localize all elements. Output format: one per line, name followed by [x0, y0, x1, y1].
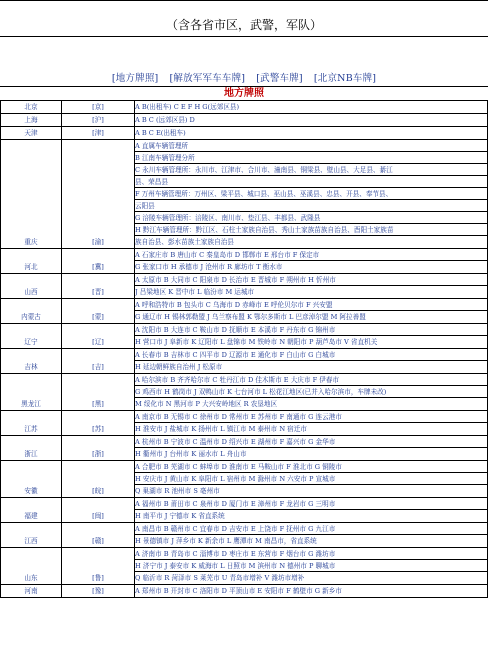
province-abbr: [皖] [62, 461, 135, 498]
province-detail [135, 585, 488, 598]
province-detail [135, 114, 488, 127]
province-detail [135, 498, 488, 523]
detail-line: H 衢州市 J 台州市 K 丽水市 L 舟山市 [135, 450, 247, 458]
province-detail [135, 436, 488, 461]
province-abbr: [苏] [62, 411, 135, 436]
province-name: 辽宁 [1, 324, 62, 349]
province-row [1, 498, 488, 523]
province-abbr: [吉] [62, 349, 135, 374]
province-row [1, 349, 488, 374]
province-detail [135, 324, 488, 349]
province-row [1, 436, 488, 461]
province-name: 山西 [1, 274, 62, 299]
province-row [1, 324, 488, 349]
detail-line: A B C (远郊区县) D [135, 116, 195, 124]
category-military-plates[interactable]: [解放军军车车牌] [169, 73, 246, 84]
detail-line: G 涪陵车辆管理所：涪陵区、南川市、垫江县、丰都县、武隆县 [135, 212, 487, 224]
top-border [0, 0, 488, 1]
province-abbr: [鲁] [62, 548, 135, 585]
province-detail [135, 461, 488, 498]
detail-line: H 营口市 J 阜新市 K 辽阳市 L 盘锦市 M 铁岭市 N 朝阳市 P 葫芦岛市 V 省直机关 [135, 338, 378, 346]
province-row [1, 523, 488, 548]
province-name: 吉林 [1, 349, 62, 374]
province-abbr: [蒙] [62, 299, 135, 324]
detail-line: A 石家庄市 B 唐山市 C 秦皇岛市 D 邯郸市 E 邢台市 F 保定市 [135, 249, 487, 261]
province-row [1, 548, 488, 585]
province-name: 福建 [1, 498, 62, 523]
detail-line: A B(出租车) C E F H G(远郊区县) [135, 103, 240, 111]
province-abbr: [浙] [62, 436, 135, 461]
detail-line: A 呼和浩特市 B 包头市 C 乌海市 D 赤峰市 E 呼伦贝尔市 F 兴安盟 [135, 299, 487, 311]
detail-line: A B C E(出租车) [135, 129, 186, 137]
detail-line: H 南平市 J 宁德市 K 省直系统 [135, 512, 225, 520]
province-abbr: [渝] [62, 140, 135, 249]
province-row [1, 585, 488, 598]
province-name: 上海 [1, 114, 62, 127]
detail-line: A 直属车辆管理所 [135, 140, 487, 152]
province-name: 河北 [1, 249, 62, 274]
province-name: 天津 [1, 127, 62, 140]
detail-line: J 吕梁地区 K 晋中市 L 临汾市 M 运城市 [135, 288, 255, 296]
province-detail [135, 374, 488, 411]
detail-line: A 合肥市 B 芜湖市 C 蚌埠市 D 淮南市 E 马鞍山市 F 淮北市 G 铜陵市 [135, 461, 487, 473]
detail-line: Q 巢湖市 R 池州市 S 亳州市 [135, 487, 220, 495]
plate-table [0, 100, 488, 598]
province-detail [135, 299, 488, 324]
detail-line: 族自治县、彭水苗族土家族自治县 [135, 238, 234, 246]
province-row [1, 274, 488, 299]
province-name: 江苏 [1, 411, 62, 436]
province-abbr: [赣] [62, 523, 135, 548]
province-row [1, 127, 488, 140]
province-abbr: [京] [62, 101, 135, 114]
detail-line: H 淮安市 J 盐城市 K 扬州市 L 镇江市 M 泰州市 N 宿迁市 [135, 425, 307, 433]
province-detail [135, 548, 488, 585]
province-abbr: [辽] [62, 324, 135, 349]
province-name: 山东 [1, 548, 62, 585]
detail-line: H 延边朝鲜族自治州 J 松原市 [135, 363, 223, 371]
province-detail [135, 274, 488, 299]
detail-line: H 安庆市 J 黄山市 K 阜阳市 L 宿州市 M 滁州市 N 六安市 P 宣城市 [135, 473, 487, 485]
category-bar [0, 70, 488, 84]
province-abbr: [闽] [62, 498, 135, 523]
province-detail [135, 140, 488, 249]
detail-line: G 鸡西市 H 鹤岗市 J 双鸭山市 K 七台河市 L 松花江地区(已并入哈尔滨市，车牌未改) [135, 386, 487, 398]
detail-line: A 沈阳市 B 大连市 C 鞍山市 D 抚顺市 E 本溪市 F 丹东市 G 锦州市 [135, 324, 487, 336]
detail-line: G 通辽市 H 锡林郭勒盟 J 乌兰察布盟 K 鄂尔多斯市 L 巴彦淖尔盟 M 阿拉善盟 [135, 313, 366, 321]
detail-line: 县、荣昌县 [135, 176, 487, 188]
category-local-plates[interactable]: [地方牌照] [111, 73, 159, 84]
category-armed-police-plates[interactable]: [武警车牌] [256, 73, 303, 84]
province-row [1, 114, 488, 127]
detail-line: H 景德镇市 J 萍乡市 K 新余市 L 鹰潭市 M 南昌市，省直系统 [135, 537, 317, 545]
province-row [1, 411, 488, 436]
province-name: 安徽 [1, 461, 62, 498]
province-detail [135, 349, 488, 374]
detail-line: A 济南市 B 青岛市 C 淄博市 D 枣庄市 E 东营市 F 烟台市 G 潍坊市 [135, 548, 487, 560]
title-divider [0, 36, 488, 37]
province-abbr: [晋] [62, 274, 135, 299]
province-name: 北京 [1, 101, 62, 114]
province-name: 浙江 [1, 436, 62, 461]
detail-line: A 太原市 B 大同市 C 阳泉市 D 长治市 E 晋城市 F 朔州市 H 忻州市 [135, 274, 487, 286]
detail-line: A 福州市 B 莆田市 C 泉州市 D 厦门市 E 漳州市 F 龙岩市 G 三明市 [135, 498, 487, 510]
province-name: 江西 [1, 523, 62, 548]
detail-line: A 哈尔滨市 B 齐齐哈尔市 C 牡丹江市 D 佳木斯市 E 大庆市 F 伊春市 [135, 374, 487, 386]
province-name: 重庆 [1, 140, 62, 249]
province-abbr: [黑] [62, 374, 135, 411]
province-row [1, 249, 488, 274]
detail-line: A 郑州市 B 开封市 C 洛阳市 D 平顶山市 E 安阳市 F 鹤壁市 G 新乡市 [135, 587, 342, 595]
province-row [1, 299, 488, 324]
detail-line: 云阳县 [135, 200, 487, 212]
detail-line: A 长春市 B 吉林市 C 四平市 D 辽源市 E 通化市 F 白山市 G 白城市 [135, 349, 487, 361]
detail-line: A 南昌市 B 赣州市 C 宜春市 D 吉安市 E 上饶市 F 抚州市 G 九江市 [135, 523, 487, 535]
detail-line: H 黔江车辆管理所：黔江区、石柱土家族自治县、秀山土家族苗族自治县、酉阳土家族苗 [135, 224, 487, 236]
province-abbr: [津] [62, 127, 135, 140]
detail-line: A 南京市 B 无锡市 C 徐州市 D 常州市 E 苏州市 F 南通市 G 连云港市 [135, 411, 487, 423]
section-heading: 地方牌照 [224, 88, 264, 99]
detail-line: F 万州车辆管理所：万州区、梁平县、城口县、巫山县、巫溪县、忠县、开县、奉节县、 [135, 188, 487, 200]
province-row [1, 461, 488, 498]
province-row [1, 140, 488, 249]
detail-line: G 张家口市 H 承德市 J 沧州市 R 廊坊市 T 衡水市 [135, 263, 283, 271]
province-detail [135, 249, 488, 274]
province-abbr: [豫] [62, 585, 135, 598]
province-detail [135, 523, 488, 548]
detail-line: Q 临沂市 R 菏泽市 S 莱芜市 U 青岛市增补 V 潍坊市增补 [135, 574, 305, 582]
province-abbr: [冀] [62, 249, 135, 274]
detail-line: H 济宁市 J 泰安市 K 威海市 L 日照市 M 滨州市 N 德州市 P 聊城市 [135, 560, 487, 572]
detail-line: A 杭州市 B 宁波市 C 温州市 D 绍兴市 E 湖州市 F 嘉兴市 G 金华市 [135, 436, 487, 448]
province-row [1, 101, 488, 114]
detail-line: B 江南车辆管理分所 [135, 152, 487, 164]
province-name: 河南 [1, 585, 62, 598]
page-title: （含各省市区，武警，军队） [165, 18, 322, 32]
detail-line: M 绥化市 N 黑河市 P 大兴安岭地区 R 农垦地区 [135, 400, 278, 408]
province-abbr: [沪] [62, 114, 135, 127]
province-name: 内蒙古 [1, 299, 62, 324]
detail-line: C 永川车辆管理所：永川市、江津市、合川市、潼南县、铜梁县、壁山县、大足县、綦江 [135, 164, 487, 176]
province-name: 黑龙江 [1, 374, 62, 411]
province-detail [135, 411, 488, 436]
province-detail [135, 127, 488, 140]
province-detail [135, 101, 488, 114]
category-beijing-nb-plates[interactable]: [北京NB车牌] [313, 73, 377, 84]
province-row [1, 374, 488, 411]
